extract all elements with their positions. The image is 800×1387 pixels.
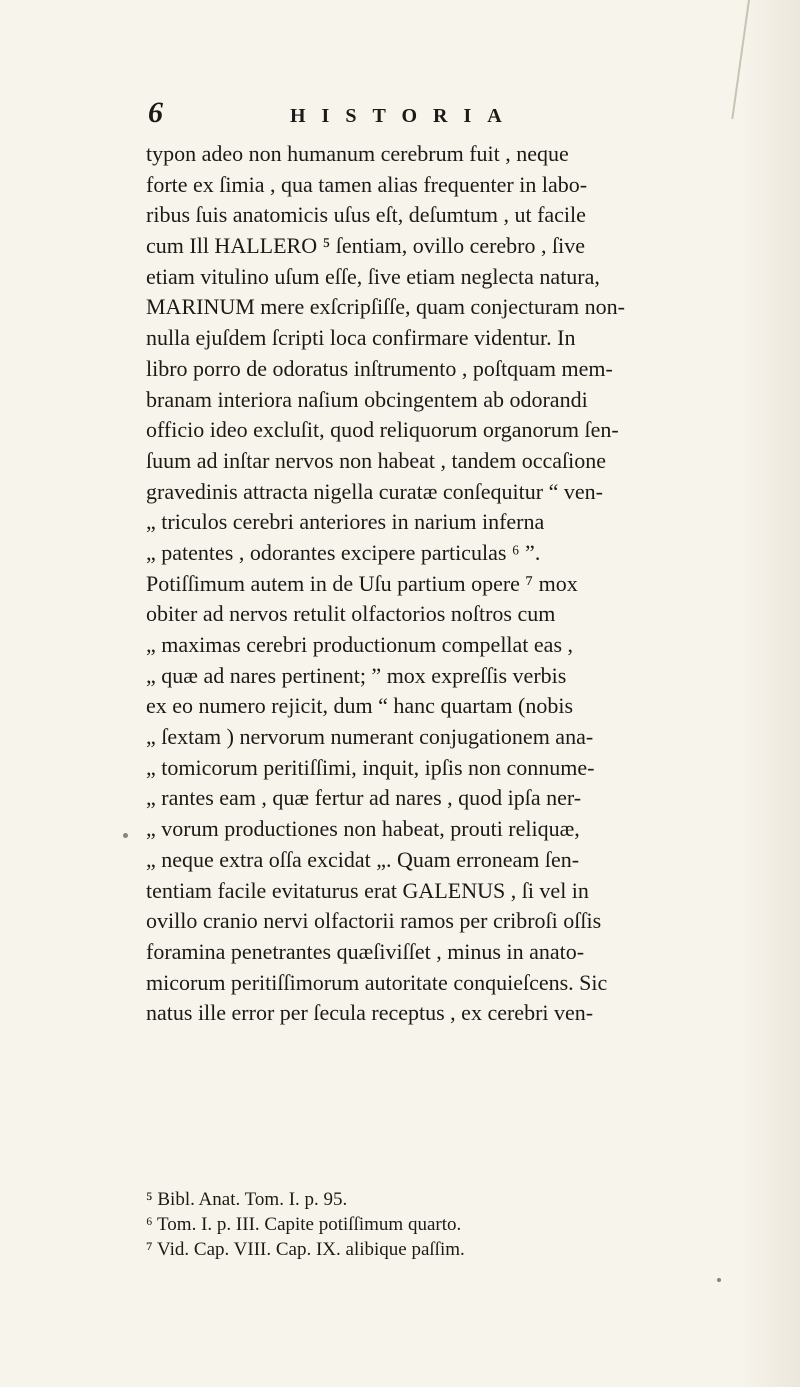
text-line: foramina penetrantes quæſiviſſet , minus in anato- bbox=[146, 938, 585, 964]
text-line: ribus ſuis anatomicis uſus eſt, deſumtum , ut facile bbox=[146, 202, 586, 228]
text-line: gravedinis attracta nigella curatæ conſequitur “ ven- bbox=[146, 478, 603, 504]
ink-speck bbox=[717, 1278, 721, 1282]
footnotes bbox=[146, 1187, 670, 1262]
body-text bbox=[146, 139, 670, 1029]
footnote: ⁵ Bibl. Anat. Tom. I. p. 95. bbox=[146, 1189, 348, 1210]
text-line: etiam vitulino uſum eſſe, ſive etiam neglecta natura, bbox=[146, 263, 600, 289]
text-line: MARINUM mere exſcripſiſſe, quam conjecturam non- bbox=[146, 294, 625, 320]
text-line: libro porro de odoratus inſtrumento , poſtquam mem- bbox=[146, 355, 613, 381]
text-line: ſuum ad inſtar nervos non habeat , tandem occaſione bbox=[146, 447, 607, 473]
text-line: branam interiora naſium obcingentem ab odorandi bbox=[146, 386, 588, 412]
page-number: 6 bbox=[148, 96, 163, 129]
text-line: ovillo cranio nervi olfactorii ramos per cribroſi oſſis bbox=[146, 908, 602, 934]
text-line: Potiſſimum autem in de Uſu partium opere ⁷ mox bbox=[146, 570, 578, 596]
ink-speck bbox=[123, 833, 128, 838]
page-header bbox=[148, 96, 638, 130]
text-line: cum Ill HALLERO ⁵ ſentiam, ovillo cerebro , ſive bbox=[146, 233, 586, 259]
page-edge-shadow bbox=[740, 0, 800, 1387]
text-line: „ triculos cerebri anteriores in narium inferna bbox=[146, 509, 545, 535]
text-line: „ ſextam ) nervorum numerant conjugationem ana- bbox=[146, 724, 594, 750]
text-line: natus ille error per ſecula receptus , ex cerebri ven- bbox=[146, 1000, 594, 1026]
text-line: forte ex ſimia , qua tamen alias frequenter in labo- bbox=[146, 171, 588, 197]
text-line: „ neque extra oſſa excidat „. Quam erroneam ſen- bbox=[146, 846, 580, 872]
running-head: HISTORIA bbox=[290, 105, 518, 127]
text-line: „ rantes eam , quæ fertur ad nares , quod ipſa ner- bbox=[146, 785, 582, 811]
text-line: „ quæ ad nares pertinent; ” mox expreſſis verbis bbox=[146, 662, 567, 688]
text-line: obiter ad nervos retulit olfactorios noſtros cum bbox=[146, 601, 556, 627]
text-line: „ patentes , odorantes excipere particulas ⁶ ”. bbox=[146, 539, 541, 565]
text-line: „ tomicorum peritiſſimi, inquit, ipſis non connume- bbox=[146, 754, 595, 780]
text-line: micorum peritiſſimorum autoritate conquieſcens. Sic bbox=[146, 969, 608, 995]
footnote: ⁷ Vid. Cap. VIII. Cap. IX. alibique paſſim. bbox=[146, 1239, 465, 1260]
text-line: „ maximas cerebri productionum compellat eas , bbox=[146, 632, 574, 657]
text-line: „ vorum productiones non habeat, prouti reliquæ, bbox=[146, 816, 580, 842]
text-line: ex eo numero rejicit, dum “ hanc quartam (nobis bbox=[146, 693, 574, 719]
text-line: tentiam facile evitaturus erat GALENUS , ſi vel in bbox=[146, 877, 589, 903]
text-line: officio ideo excluſit, quod reliquorum organorum ſen- bbox=[146, 417, 619, 443]
text-line: typon adeo non humanum cerebrum fuit , neque bbox=[146, 141, 569, 166]
footnote: ⁶ Tom. I. p. III. Capite potiſſimum quarto. bbox=[146, 1214, 462, 1235]
text-line: nulla ejuſdem ſcripti loca confirmare videntur. In bbox=[146, 325, 576, 351]
